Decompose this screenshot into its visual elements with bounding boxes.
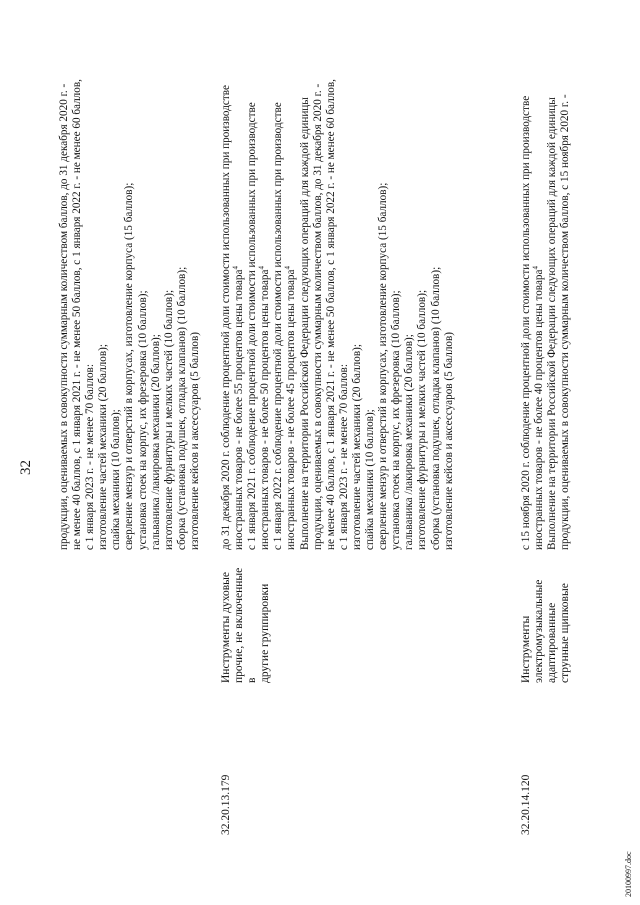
text-line [312,30,325,550]
text-line [285,30,298,550]
text-line-content: не менее 40 баллов, с 1 января 2021 г. - не менее 50 баллов, с 1 января 2022 г. - не менее 60 баллов, [324,79,337,550]
product-code: 32.20.14.120 [520,774,532,835]
product-name [520,563,572,683]
text-line: продукции, оцениваемых в совокупности суммарным количеством баллов, до 31 декабря 2020 г. - [58,83,70,550]
name-line: адаптированные [546,602,559,683]
text-line-content: иностранных товаров - не более 55 процентов цены товара [233,269,246,550]
text-line: сборка (установка подушек, отладка клапанов) (10 баллов); [175,266,188,550]
text-line-content: Выполнение на территории Российской Федерации следующих операций для каждой единицы [298,97,311,550]
text-line [559,30,572,550]
text-line [338,30,351,550]
footnote-ref: 4 [257,266,266,270]
text-line-content: иностранных товаров - не более 50 процентов цены товара [259,269,272,550]
name-line: Инструменты духовые [220,571,232,683]
text-line-content: с 1 января 2022 г. соблюдение процентной доли стоимости использованных при производстве [272,102,285,550]
product-code: 32.20.13.179 [220,774,232,835]
text-line [377,30,390,550]
text-line: гальваника /лакировка механики (20 баллов); [149,334,162,550]
text-line: не менее 40 баллов, с 1 января 2021 г. - не менее 50 баллов, с 1 января 2022 г. - не менее 60 баллов, [71,79,84,550]
text-line-content: установка стоек на корпус, их фрезеровка (10 баллов); [390,290,403,550]
text-line [443,30,456,550]
text-line [272,30,285,550]
requirements-text [520,30,572,550]
text-line-content: иностранных товаров - не более 40 процентов цены товара [533,269,546,550]
product-name [220,563,272,683]
text-line-content: изготовление кейсов и аксессуаров (5 баллов) [442,331,455,550]
text-line-content: спайка механики (10 баллов); [364,409,377,550]
text-line: установка стоек на корпус, их фрезеровка (10 баллов); [136,290,149,550]
text-line-content: гальваника /лакировка механики (20 баллов); [403,334,416,550]
text-line [416,30,429,550]
text-line-content: изготовление частей механики (20 баллов); [350,344,363,550]
text-line [259,30,272,550]
name-line: Инструменты [520,615,532,683]
text-line [546,30,559,550]
footnote-ref: 4 [283,266,292,270]
text-line: изготовление фурнитуры и мелких частей (10 баллов); [162,289,175,550]
text-line [533,30,546,550]
footnote-ref: 4 [231,266,240,270]
text-line-content: с 15 ноября 2020 г. соблюдение процентной доли стоимости использованных при производстве [520,95,532,550]
footer-filename: 20100997.doc [624,851,633,897]
text-line [246,30,259,550]
text-line-content: продукции, оцениваемых в совокупности суммарным количеством баллов, до 31 декабря 2020 г. - [311,83,324,550]
text-line [233,30,246,550]
name-line: прочие, не включенные в [233,567,259,683]
text-line: с 1 января 2023 г. - не менее 70 баллов: [84,364,97,550]
text-line-content: до 31 декабря 2020 г. соблюдение процентной доли стоимости использованных при производстве [220,85,232,550]
text-line-content: с 1 января 2021 г. соблюдение процентной доли стоимости использованных при производстве [246,102,259,550]
continuation-text [58,30,202,550]
requirements-text [220,30,456,550]
text-line [430,30,443,550]
text-line-content: сборка (установка подушек, отладка клапанов) (10 баллов); [429,266,442,550]
text-line-content: Выполнение на территории Российской Федерации следующих операций для каждой единицы [546,97,559,550]
text-line: изготовление кейсов и аксессуаров (5 баллов) [188,331,201,550]
text-line [220,30,233,550]
text-line-content: продукции, оцениваемых в совокупности суммарным количеством баллов, с 15 ноября 2020 г. - [559,94,572,550]
text-line-content: иностранных товаров - не более 45 процентов цены товара [285,269,298,550]
text-line [403,30,416,550]
text-line [351,30,364,550]
text-line-content: с 1 января 2023 г. - не менее 70 баллов: [337,364,350,550]
name-line: электромузыкальные [533,579,546,683]
text-line-content: изготовление фурнитуры и мелких частей (10 баллов); [416,289,429,550]
text-line [325,30,338,550]
text-line [520,30,533,550]
text-line [390,30,403,550]
text-line [364,30,377,550]
text-line-content: сверление мензур и отверстий в корпусах, изготовление корпуса (15 баллов); [377,182,390,550]
name-line: струнные щипковые [559,583,572,683]
footnote-ref: 4 [531,266,540,270]
text-line: спайка механики (10 баллов); [110,409,123,550]
page-number: 32 [18,460,34,475]
name-line: другие группировки [259,583,272,683]
text-line: сверление мензур и отверстий в корпусах, изготовление корпуса (15 баллов); [123,182,136,550]
text-line: изготовление частей механики (20 баллов); [97,344,110,550]
text-line [299,30,312,550]
